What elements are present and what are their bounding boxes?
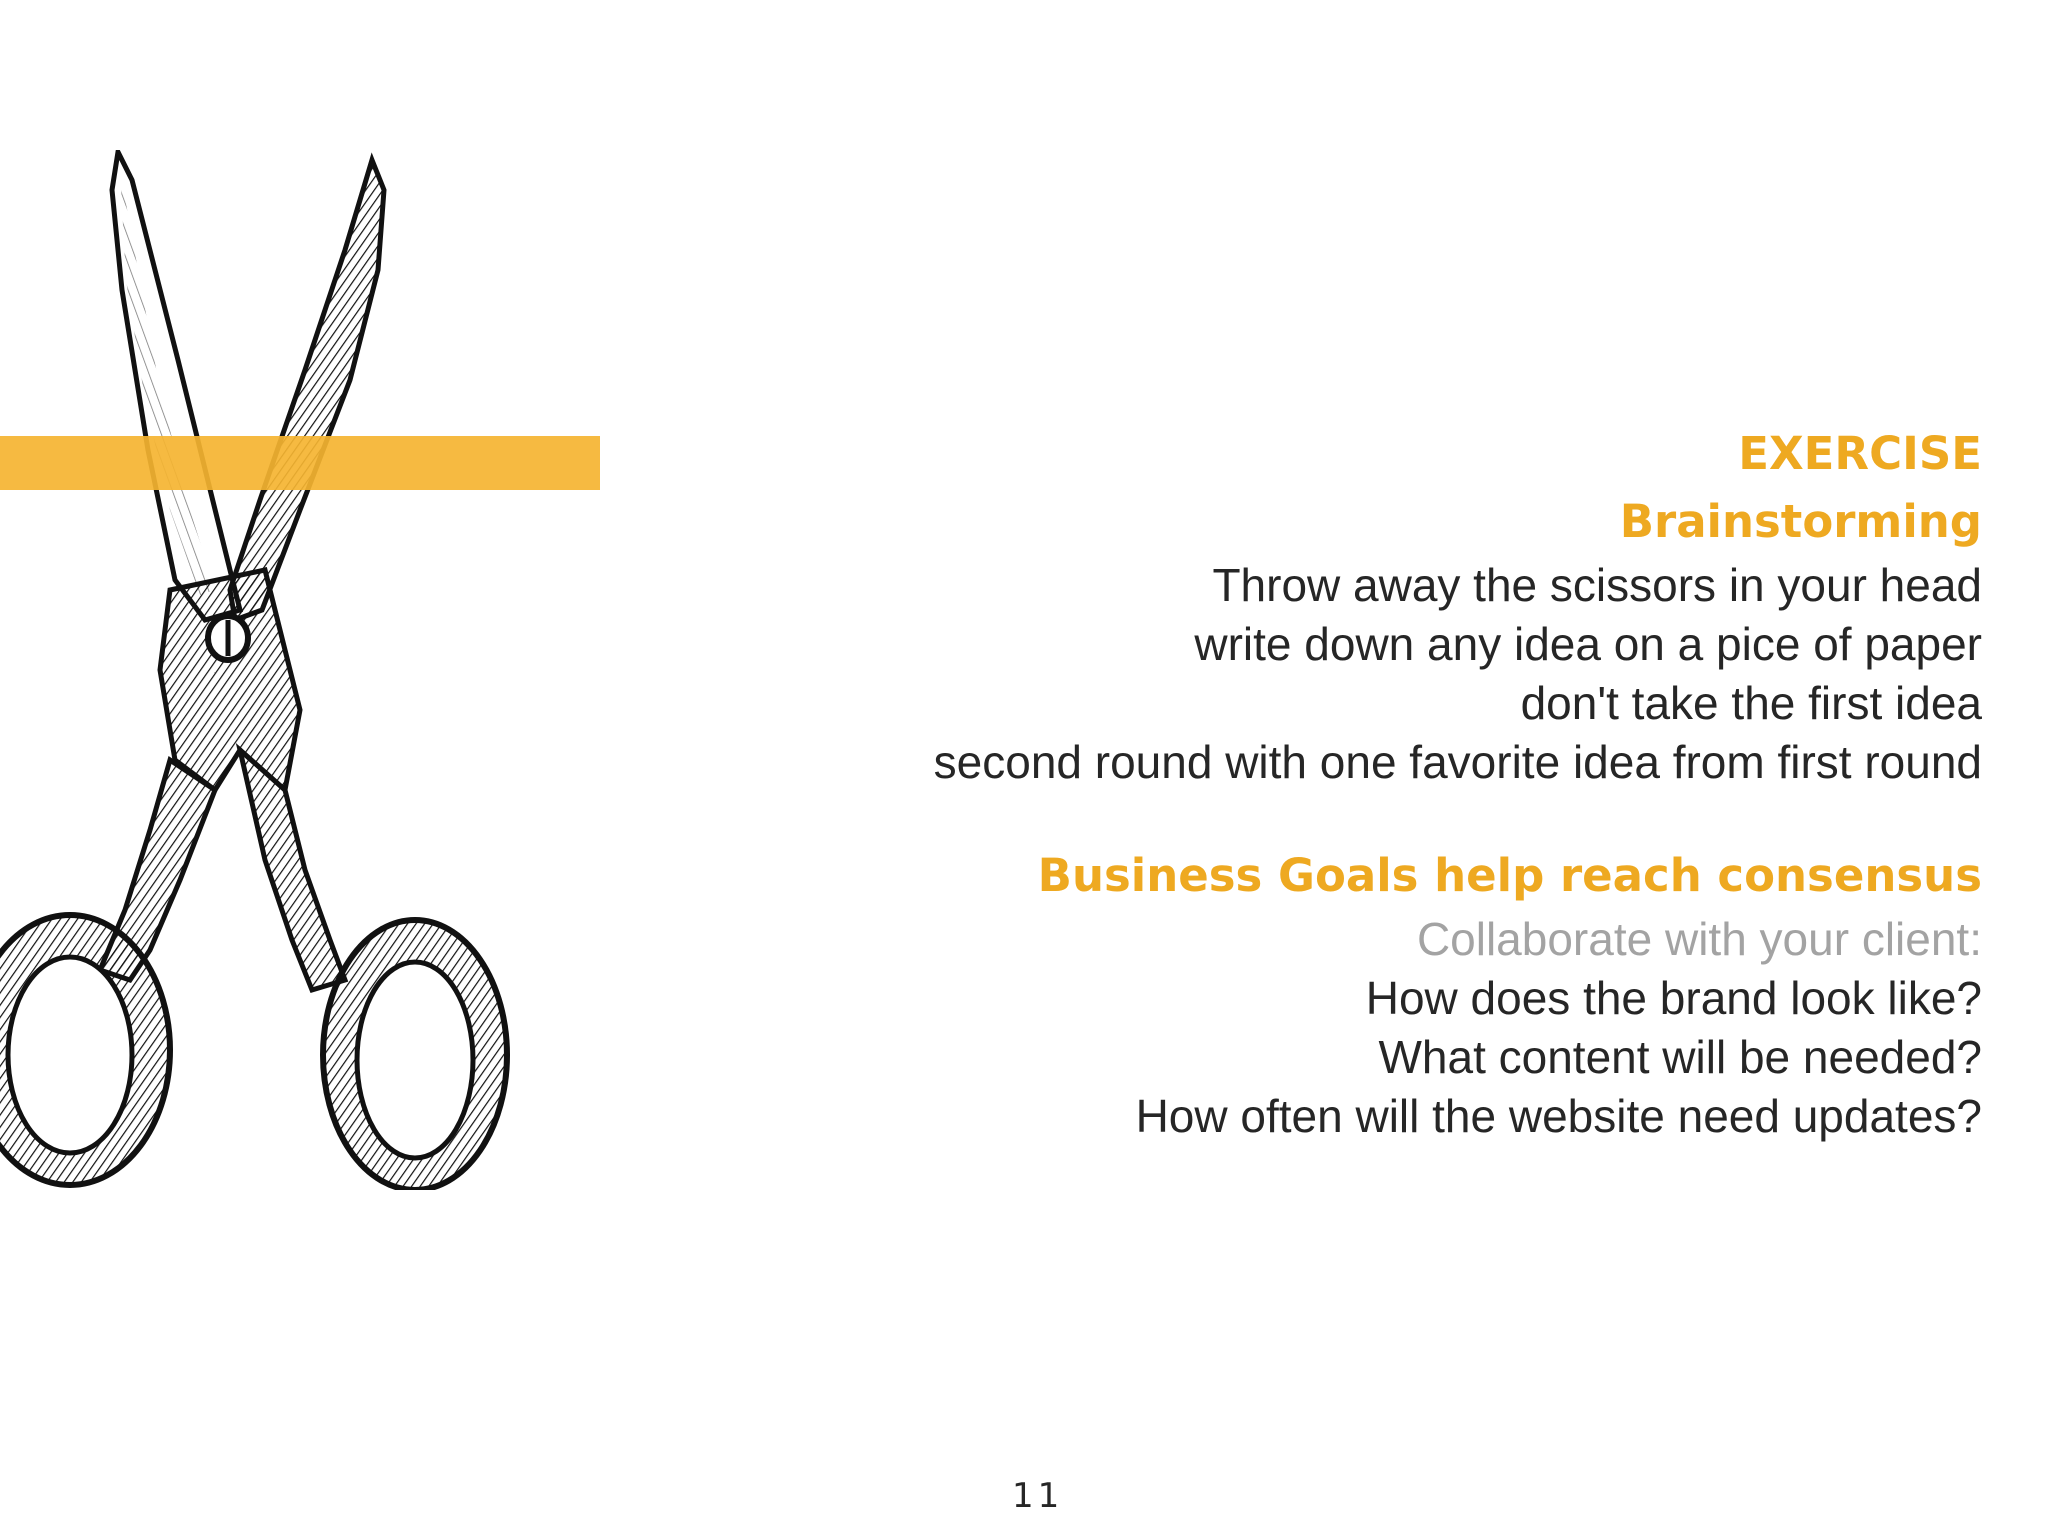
- exercise-title: Brainstorming: [1619, 495, 1982, 548]
- exercise-line: write down any idea on a pice of paper: [1194, 618, 1982, 670]
- goals-question: How does the brand look like?: [1365, 972, 1982, 1024]
- section-spacer: [682, 792, 1982, 842]
- goals-question: How often will the website need updates?: [1135, 1090, 1982, 1142]
- exercise-line: second round with one favorite idea from first round: [933, 736, 1982, 788]
- goals-title: Business Goals help reach consensus: [1037, 849, 1982, 902]
- scissors-illustration: [0, 150, 520, 1190]
- exercise-label: EXERCISE: [1738, 427, 1982, 480]
- goals-intro: Collaborate with your client:: [1416, 913, 1982, 965]
- exercise-line: don't take the first idea: [1520, 677, 1982, 729]
- accent-bar: [0, 436, 600, 490]
- page-number: 11: [1012, 1476, 1064, 1516]
- goals-question: What content will be needed?: [1378, 1031, 1982, 1083]
- exercise-line: Throw away the scissors in your head: [1212, 559, 1982, 611]
- content-block: [682, 420, 1982, 1146]
